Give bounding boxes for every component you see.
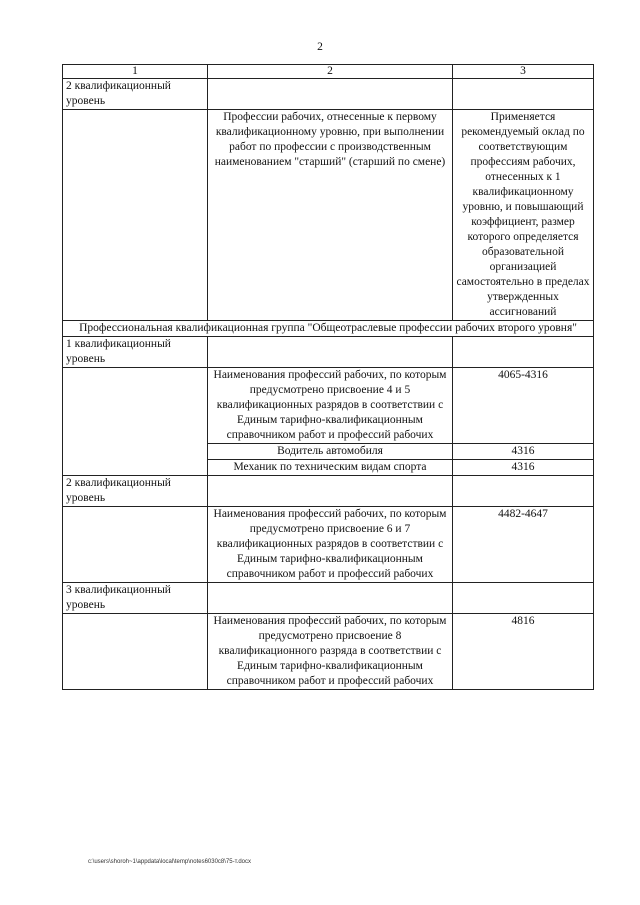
- group-title-row: [63, 321, 594, 337]
- level-row: [63, 337, 594, 368]
- level-title: 2 квалификационный уровень: [63, 476, 208, 507]
- salary-cell: 4482-4647: [453, 507, 594, 583]
- header-col-3: 3: [453, 65, 594, 79]
- professions-cell: Наименования профессий рабочих, по которым предусмотрено присвоение 6 и 7 квалификационных разрядов в соответствии с Единым тарифно-квалификационным справочником работ и профессий рабочих: [208, 507, 453, 583]
- level-title: 2 квалификационный уровень: [63, 79, 208, 110]
- header-col-1: 1: [63, 65, 208, 79]
- salary-table: [62, 64, 594, 690]
- salary-cell: 4316: [453, 444, 594, 460]
- salary-cell: 4316: [453, 460, 594, 476]
- table-row: [63, 614, 594, 690]
- table-header-row: [63, 65, 594, 79]
- salary-cell: 4816: [453, 614, 594, 690]
- professions-cell: Наименования профессий рабочих, по которым предусмотрено присвоение 4 и 5 квалификационных разрядов в соответствии с Единым тарифно-квалификационным справочником работ и профессий рабочих: [208, 368, 453, 444]
- table-row: [63, 368, 594, 444]
- salary-cell: Применяется рекомендуемый оклад по соответствующим профессиям рабочих, отнесенных к 1 квалификационному уровню, и повышающий коэффициент, размер которого определяется образовательной организацией самостоятельно в пределах утвержденных ассигнований: [453, 110, 594, 321]
- level-row: [63, 79, 594, 110]
- table-row: [63, 507, 594, 583]
- level-row: [63, 583, 594, 614]
- page-number: 2: [317, 41, 323, 53]
- group-title: Профессиональная квалификационная группа "Общеотраслевые профессии рабочих второго уровня": [63, 321, 594, 337]
- professions-cell: Наименования профессий рабочих, по которым предусмотрено присвоение 8 квалификационного разряда в соответствии с Единым тарифно-квалификационным справочником работ и профессий рабочих: [208, 614, 453, 690]
- professions-cell: Профессии рабочих, отнесенные к первому квалификационному уровню, при выполнении работ по профессии с производственным наименованием "старший" (старший по смене): [208, 110, 453, 321]
- level-title: 3 квалификационный уровень: [63, 583, 208, 614]
- professions-cell: Водитель автомобиля: [208, 444, 453, 460]
- level-row: [63, 476, 594, 507]
- header-col-2: 2: [208, 65, 453, 79]
- table-row: [63, 110, 594, 321]
- professions-cell: Механик по техническим видам спорта: [208, 460, 453, 476]
- level-title: 1 квалификационный уровень: [63, 337, 208, 368]
- salary-cell: 4065-4316: [453, 368, 594, 444]
- footer-file-path: c:\users\shoroh~1\appdata\local\temp\notes6030c8\75-т.docx: [88, 859, 252, 865]
